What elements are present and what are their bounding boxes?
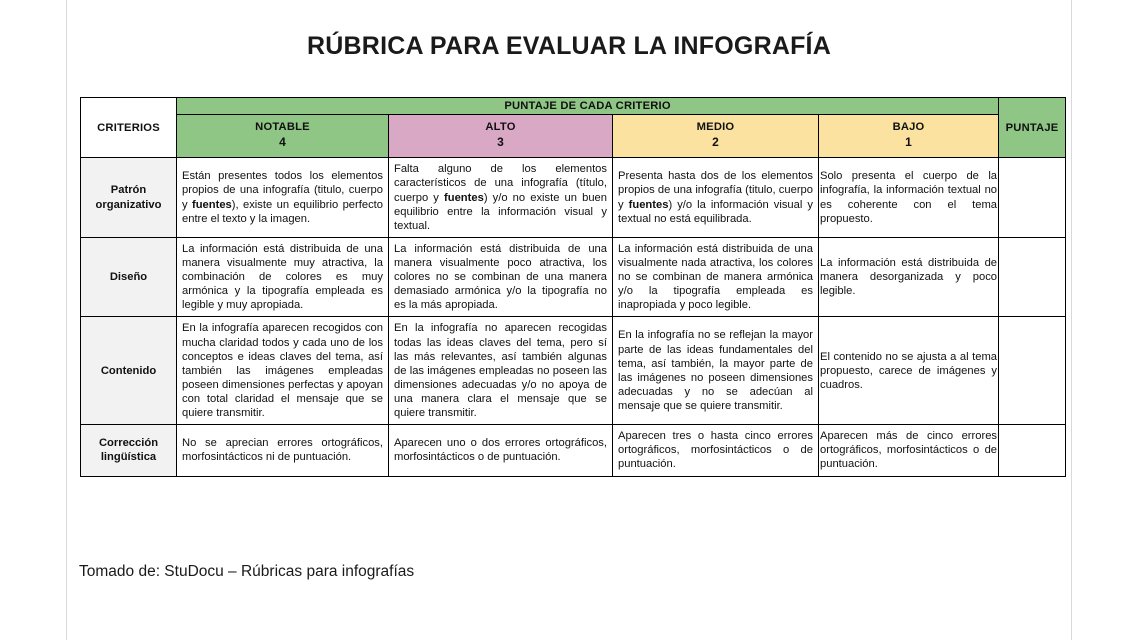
descriptor-text-tail: ), existe un equilibrio perfecto entre el texto y la imagen. <box>182 198 384 225</box>
descriptor-emphasis: fuentes <box>191 198 232 211</box>
criterion-name-cell <box>81 237 177 317</box>
descriptor-emphasis: fuentes <box>444 191 484 204</box>
header-puntaje-de-cada-criterio: PUNTAJE DE CADA CRITERIO <box>177 98 999 115</box>
descriptor-notable: La información está distribuida de una manera visualmente muy atractiva, la combinación de colores es muy armónica y la tipografía empleada es legible y muy apropiada. <box>177 237 389 317</box>
table-row <box>81 317 1066 425</box>
level-label-bajo: BAJO <box>892 121 925 134</box>
descriptor-alto <box>389 158 613 238</box>
descriptor-text-tail: ) y/o la información visual y textual no está equilibrada. <box>618 198 813 225</box>
score-input-cell[interactable] <box>999 317 1066 425</box>
descriptor-medio <box>613 158 819 238</box>
level-points-notable: 4 <box>279 135 286 150</box>
score-input-cell[interactable] <box>999 237 1066 317</box>
source-caption: Tomado de: StuDocu – Rúbricas para infografías <box>79 563 415 580</box>
descriptor-alto: Aparecen uno o dos errores ortográficos, morfosintácticos o de puntuación. <box>389 425 613 476</box>
descriptor-text: Falta alguno de los elementos característicos de una infografía (título, cuerpo y <box>394 163 607 204</box>
level-points-alto: 3 <box>497 135 504 150</box>
descriptor-notable <box>177 158 389 238</box>
descriptor-notable: En la infografía aparecen recogidos con mucha claridad todos y cada uno de los conceptos e ideas claves del tema, así también las imágenes empleadas poseen dimensiones perfectas y apoyan con total claridad el mensaje que se quiere transmitir. <box>177 317 389 425</box>
descriptor-bajo: La información está distribuida de manera desorganizada y poco legible. <box>819 237 999 317</box>
level-label-medio: MEDIO <box>696 121 735 134</box>
descriptor-text: Presenta hasta dos de los elementos propios de una infografía (titulo, cuerpo y <box>618 170 813 211</box>
descriptor-emphasis: fuentes <box>628 198 669 211</box>
score-input-cell[interactable] <box>999 425 1066 476</box>
criterion-name-cell <box>81 158 177 238</box>
descriptor-text: Están presentes todos los elementos propios de una infografía (titulo, cuerpo y <box>182 170 383 211</box>
descriptor-medio: Aparecen tres o hasta cinco errores ortográficos, morfosintácticos o de puntuación. <box>613 425 819 476</box>
level-label-notable: NOTABLE <box>255 121 310 134</box>
table-row <box>81 237 1066 317</box>
score-input-cell[interactable] <box>999 158 1066 238</box>
criterion-name-line1: Corrección <box>98 437 159 450</box>
descriptor-notable: No se aprecian errores ortográficos, morfosintácticos ni de puntuación. <box>177 425 389 476</box>
header-level-bajo <box>819 115 999 158</box>
criterion-name-line2: lingüística <box>100 451 157 464</box>
descriptor-medio: En la infografía no se reflejan la mayor parte de las ideas fundamentales del tema, así también, la mayor parte de las imágenes no poseen dimensiones adecuadas y no se adecúan al mensaje que se quiere transmitir. <box>613 317 819 425</box>
page-title: RÚBRICA PARA EVALUAR LA INFOGRAFÍA <box>307 32 831 60</box>
descriptor-text-tail: ) y/o no existe un buen equilibrio entre la información visual y textual. <box>394 191 607 232</box>
table-header-row-group <box>81 98 1066 115</box>
descriptor-alto: La información está distribuida de una manera visualmente poco atractiva, los colores no se combinan de una manera demasiado armónica y/o la tipografía no es la más apropiada. <box>389 237 613 317</box>
criterion-name-cell <box>81 317 177 425</box>
header-level-notable <box>177 115 389 158</box>
table-row <box>81 425 1066 476</box>
criterion-name-line1: Patrón <box>110 184 147 197</box>
level-points-medio: 2 <box>712 135 719 150</box>
header-level-alto <box>389 115 613 158</box>
criterion-name-line1: Contenido <box>100 364 157 377</box>
header-criterios: CRITERIOS <box>81 98 177 158</box>
criterion-name-line1: Diseño <box>109 271 148 284</box>
descriptor-bajo: Solo presenta el cuerpo de la infografía, la información textual no es coherente con el tema propuesto. <box>819 158 999 238</box>
table-header-row-levels <box>81 115 1066 158</box>
descriptor-alto: En la infografía no aparecen recogidas todas las ideas claves del tema, pero sí las más relevantes, así también algunas de las imágenes empleadas no poseen las dimensiones adecuadas y/o no apoya de una manera clara el mensaje que se quiere transmitir. <box>389 317 613 425</box>
descriptor-medio: La información está distribuida de una visualmente nada atractiva, los colores no se combinan de manera armónica y/o la tipografía empleada es inapropiada y poco legible. <box>613 237 819 317</box>
level-label-alto: ALTO <box>485 121 516 134</box>
rubric-table <box>80 97 1066 477</box>
page-right-margin-rule <box>1071 0 1072 640</box>
level-points-bajo: 1 <box>905 135 912 150</box>
criterion-name-line2: organizativo <box>95 198 162 211</box>
descriptor-bajo: Aparecen más de cinco errores ortográficos, morfosintácticos o de puntuación. <box>819 425 999 476</box>
document-page <box>67 0 1071 640</box>
table-row <box>81 158 1066 238</box>
descriptor-bajo: El contenido no se ajusta a al tema propuesto, carece de imágenes y cuadros. <box>819 317 999 425</box>
criterion-name-cell <box>81 425 177 476</box>
rubric-table-container <box>80 97 1065 477</box>
header-level-medio <box>613 115 819 158</box>
header-puntaje: PUNTAJE <box>999 98 1066 158</box>
